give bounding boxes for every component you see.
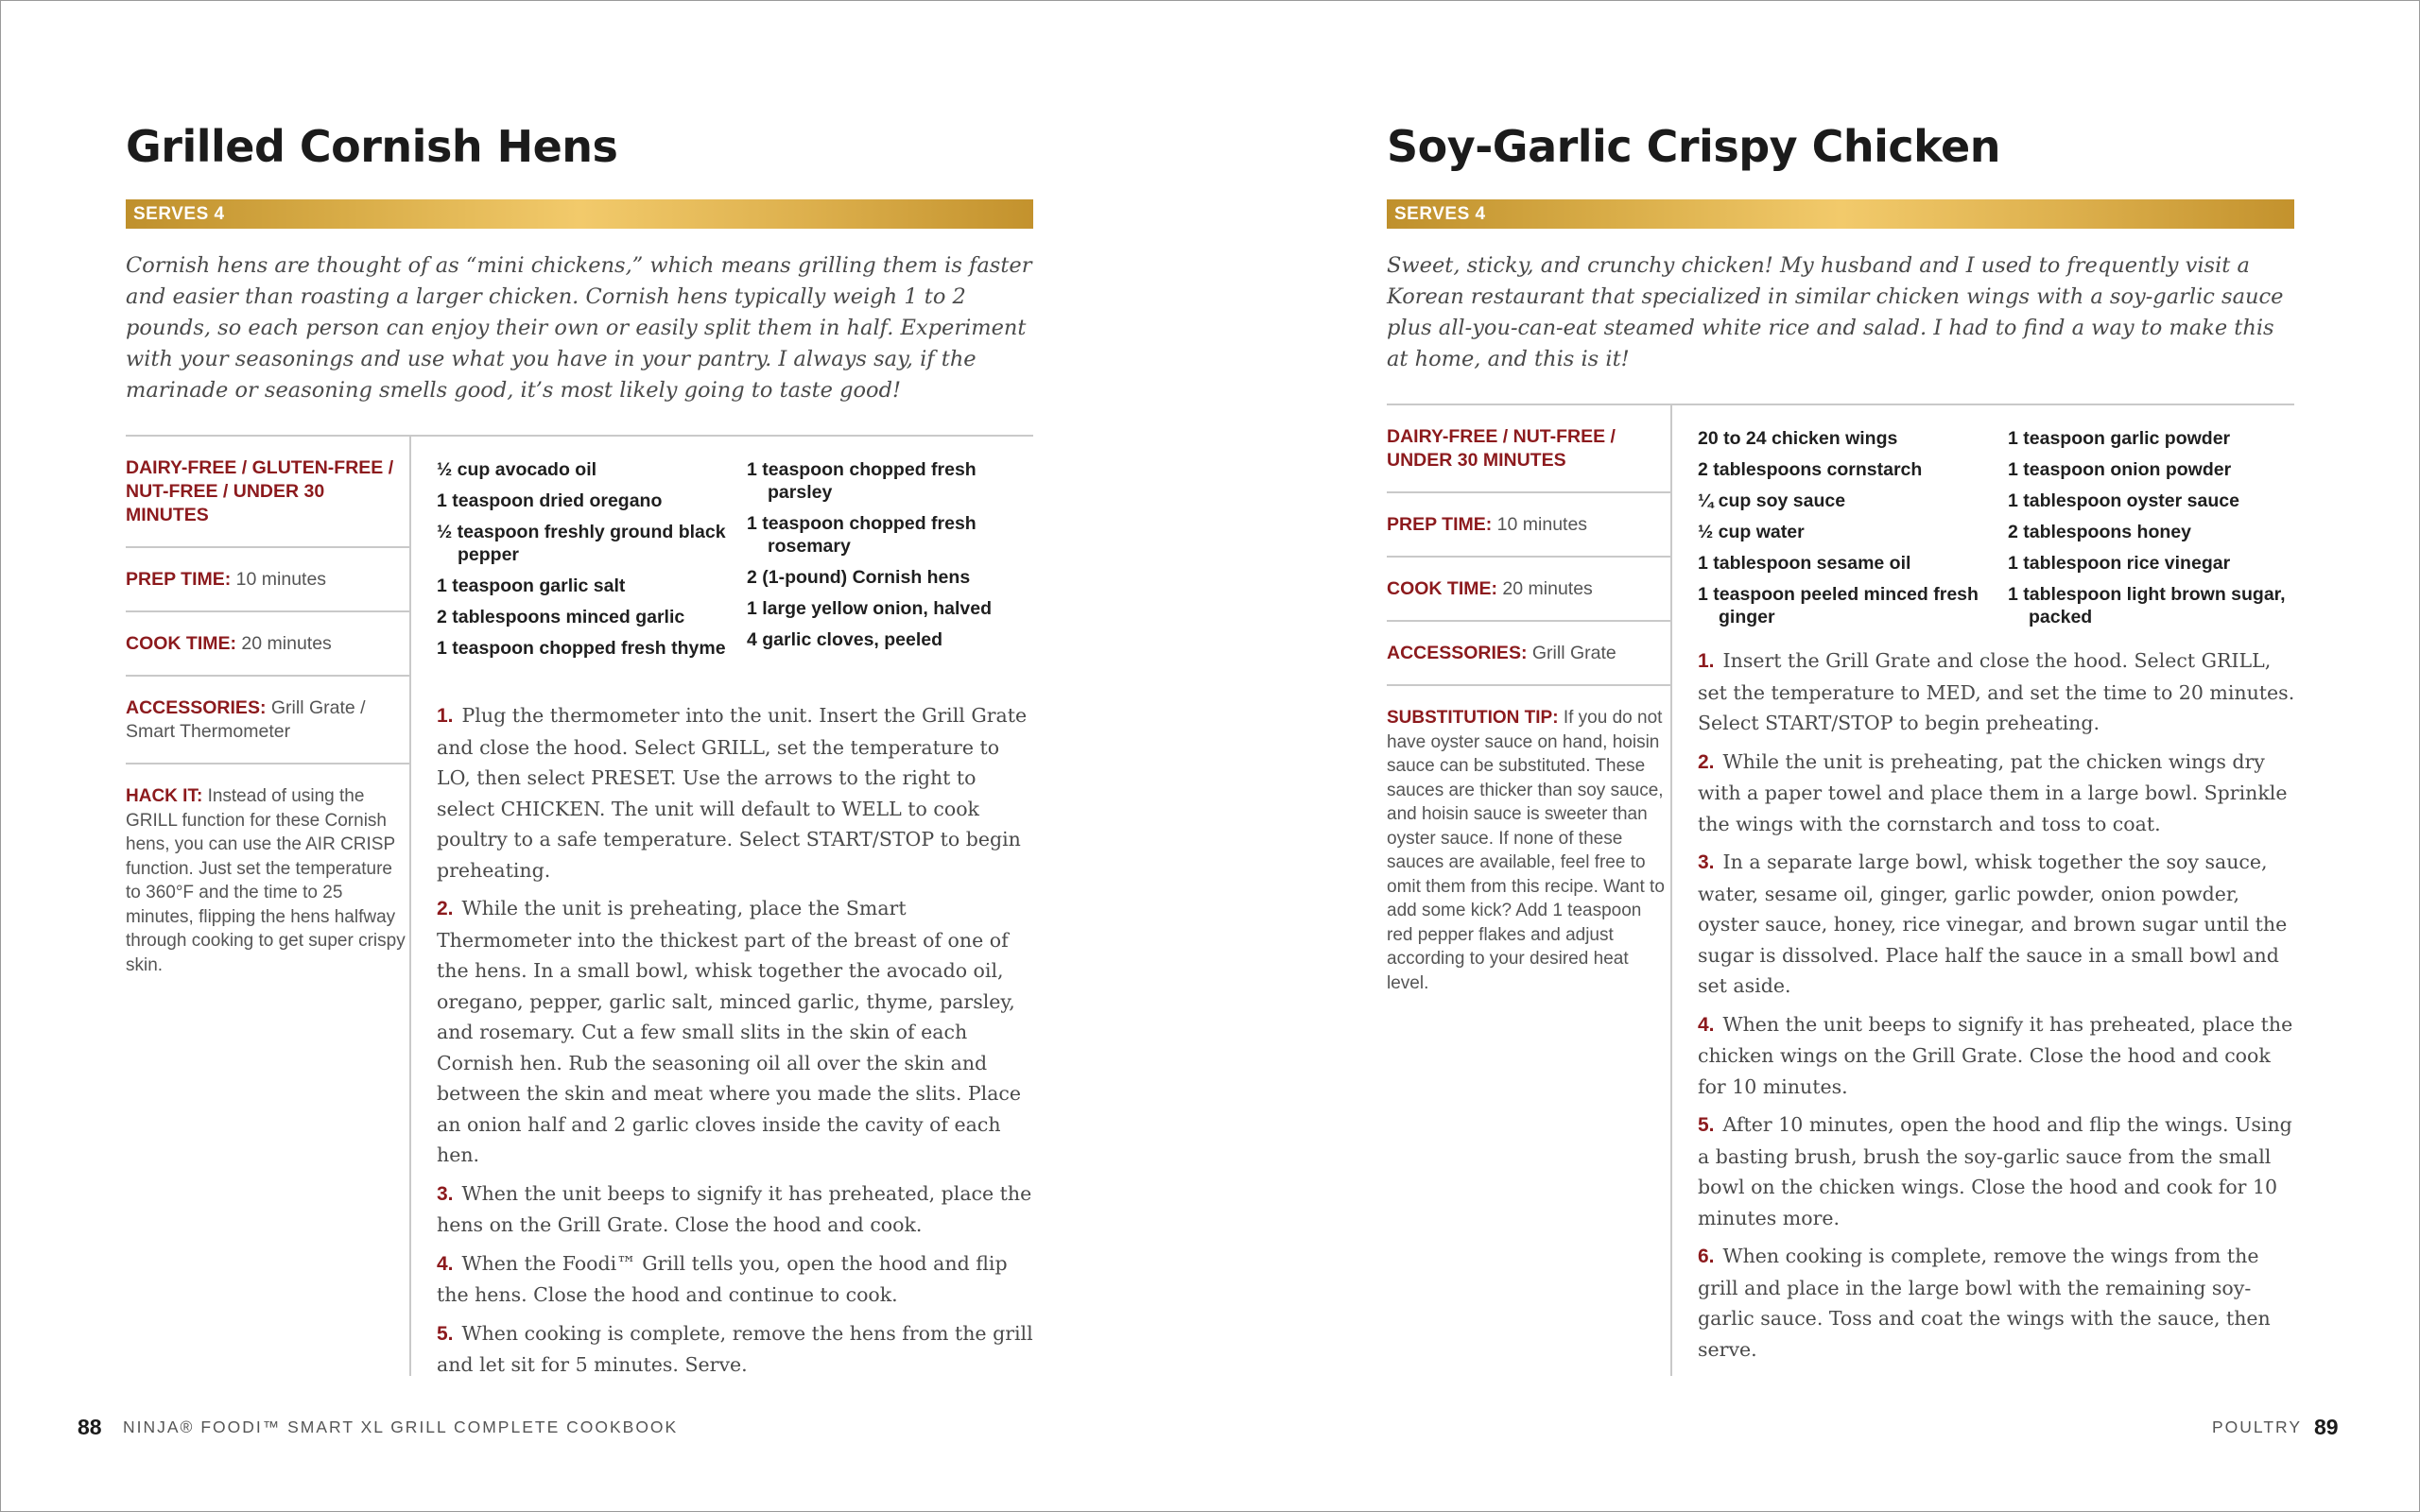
ingredient: 1 teaspoon chopped fresh rosemary [747,513,977,557]
serves-banner: SERVES 4 [1387,199,2294,229]
ingredient: 1 tablespoon oyster sauce [2008,490,2239,511]
step-text: When cooking is complete, remove the hens from the grill and let sit for 5 minutes. Serve. [437,1321,1033,1376]
step [1698,1009,2295,1103]
tip-note [126,765,409,996]
recipe-title: Grilled Cornish Hens [126,121,618,172]
ingredient: 2 tablespoons minced garlic [437,607,685,627]
tip-note [1387,686,1670,1014]
accessories-label: ACCESSORIES: [126,697,267,718]
step-number: 4. [437,1252,454,1275]
step-text: When the Foodi™ Grill tells you, open the hood and flip the hens. Close the hood and continue to cook. [437,1251,1008,1306]
step-text: In a separate large bowl, whisk together the soy sauce, water, sesame oil, ginger, garlic powder, onion powder, oyster sauce, honey, rice vinegar, and brown sugar until the sugar is dissolved. Place half the sauce in a small bowl and set aside. [1698,850,2288,997]
ingredient: ½ cup water [1698,522,1805,542]
diet-tags: DAIRY-FREE / GLUTEN-FREE / NUT-FREE / UNDER 30 MINUTES [126,437,409,548]
ingredient: 2 (1-pound) Cornish hens [747,567,971,588]
step-number: 3. [437,1182,454,1205]
step-text: When the unit beeps to signify it has preheated, place the chicken wings on the Grill Grate. Close the hood and cook for 10 minutes. [1698,1012,2293,1098]
instruction-steps [1698,645,2295,1372]
ingredient: 2 tablespoons cornstarch [1698,459,1923,480]
ingredient-column [2008,427,2295,637]
ingredient: ¼ cup soy sauce [1698,490,1846,511]
accessories-value: Grill Grate / Smart Thermometer [126,697,366,742]
cook-time-value: 20 minutes [1502,578,1593,599]
ingredient: 1 teaspoon garlic salt [437,576,626,596]
ingredient: 2 tablespoons honey [2008,522,2191,542]
step-number: 2. [437,898,454,919]
step-text: Plug the thermometer into the unit. Insert the Grill Grate and close the hood. Select GRILL, set the temperature to LO, then select PRESET. Use the arrows to the right to select CHICKEN. The unit will default to WELL to cook poultry to a safe temperature. Select START/STOP to begin preheating. [437,704,1028,882]
step-text: When the unit beeps to signify it has preheated, place the hens on the Grill Grate. Close the hood and cook. [437,1181,1032,1236]
ingredient: 1 teaspoon garlic powder [2008,428,2231,449]
instruction-steps [437,700,1034,1388]
prep-time-label: PREP TIME: [1387,514,1493,535]
ingredient-column [1698,427,2008,637]
ingredient: 4 garlic cloves, peeled [747,629,943,650]
prep-time [1387,493,1670,558]
prep-time-value: 10 minutes [235,569,327,590]
ingredient-column [747,458,1034,668]
column-divider [1670,404,1672,1376]
cook-time [126,612,409,677]
cook-time [1387,558,1670,622]
step-text: Insert the Grill Grate and close the hood. Select GRILL, set the temperature to MED, and set the time to 20 minutes. Select START/STOP to begin preheating. [1698,649,2295,734]
accessories [1387,622,1670,686]
ingredient: 1 teaspoon peeled minced fresh ginger [1698,584,1979,627]
accessories [126,677,409,765]
ingredient: 1 teaspoon dried oregano [437,490,663,511]
step-number: 5. [437,1322,454,1345]
step-number: 1. [437,705,454,727]
step-text: While the unit is preheating, place the Smart Thermometer into the thickest part of the breast of one of the hens. In a small bowl, whisk together the avocado oil, oregano, pepper, garlic salt, minced garlic, thyme, parsley, and rosemary. Cut a few small slits in the skin of each Cornish hen. Rub the seasoning oil all over the skin and between the skin and meat where you made the slits. Place an onion half and 2 garlic cloves inside the cavity of each hen. [437,897,1022,1166]
step-number: 3. [1698,851,1715,873]
step [1698,847,2295,1002]
page-number-right: 89 [2314,1415,2339,1439]
tip-label: HACK IT: [126,786,203,806]
step [1698,1241,2295,1365]
step-number: 5. [1698,1114,1715,1136]
page-number-left: 88 [78,1415,102,1439]
tip-text: Instead of using the GRILL function for these Cornish hens, you can use the AIR CRISP function. Just set the temperature to 360°F and the time to 25 minutes, flipping the hens halfway through cooking to get super crispy skin. [126,786,406,975]
accessories-label: ACCESSORIES: [1387,643,1528,663]
ingredient: ½ cup avocado oil [437,459,597,480]
ingredient: 1 teaspoon chopped fresh parsley [747,459,977,503]
ingredient: 1 teaspoon chopped fresh thyme [437,638,726,659]
step-text: While the unit is preheating, pat the chicken wings dry with a paper towel and place them in a large bowl. Sprinkle the wings with the cornstarch and toss to coat. [1698,749,2288,835]
diet-tags: DAIRY-FREE / NUT-FREE / UNDER 30 MINUTES [1387,405,1670,493]
ingredient-column [437,458,747,668]
cook-time-label: COOK TIME: [126,633,236,654]
step-number: 6. [1698,1246,1715,1267]
tip-text: If you do not have oyster sauce on hand, hoisin sauce can be substituted. These sauces are thicker than soy sauce, and hoisin sauce is sweeter than oyster sauce. If none of these sauces are available, feel free to omit them from this recipe. Want to add some kick? Add 1 teaspoon red pepper flakes and adjust according to your desired heat level. [1387,708,1665,993]
recipe-intro: Cornish hens are thought of as “mini chickens,” which means grilling them is faster and easier than roasting a larger chicken. Cornish hens typically weigh 1 to 2 pounds, so each person can enjoy their own or easily split them in half. Experiment with your seasonings and use what you have in your pantry. I always say, if the marinade or seasoning smells good, it’s most likely going to taste good! [126,253,1032,403]
ingredient-list [1698,427,2295,637]
ingredient: 1 tablespoon sesame oil [1698,553,1911,574]
step-text: After 10 minutes, open the hood and flip the wings. Using a basting brush, brush the soy-garlic sauce from the small bowl on the chicken wings. Close the hood and cook for 10 minutes more. [1698,1113,2292,1229]
tip-label: SUBSTITUTION TIP: [1387,708,1559,728]
ingredient: 1 large yellow onion, halved [747,598,992,619]
ingredient: 1 tablespoon light brown sugar, packed [2008,584,2286,627]
ingredient: 20 to 24 chicken wings [1698,428,1898,449]
step [1698,1109,2295,1233]
recipe-sidebar [126,437,409,996]
step [437,1318,1034,1381]
step-text: When cooking is complete, remove the wings from the grill and place in the large bowl with the remaining soy-garlic sauce. Toss and coat the wings with the sauce, then serve. [1698,1245,2271,1361]
footer-chapter-title: POULTRY [2212,1418,2303,1436]
cook-time-label: COOK TIME: [1387,578,1497,599]
recipe-intro: Sweet, sticky, and crunchy chicken! My husband and I used to frequently visit a Korean restaurant that specialized in similar chicken wings with a soy-garlic sauce plus all-you-can-eat steamed white rice and salad. I had to find a way to make this at home, and this is it! [1387,253,2284,371]
ingredient-list [437,458,1034,668]
step [1698,645,2295,739]
ingredient: 1 teaspoon onion powder [2008,459,2232,480]
step [437,1178,1034,1241]
accessories-value: Grill Grate [1531,643,1616,663]
serves-banner: SERVES 4 [126,199,1033,229]
step-number: 4. [1698,1013,1715,1036]
step-number: 1. [1698,650,1715,672]
step [1698,747,2295,840]
step [437,893,1034,1171]
recipe-title: Soy-Garlic Crispy Chicken [1387,121,2000,172]
step-number: 2. [1698,750,1715,773]
recipe-sidebar [1387,405,1670,1014]
step [437,700,1034,885]
prep-time-label: PREP TIME: [126,569,232,590]
ingredient: 1 tablespoon rice vinegar [2008,553,2231,574]
prep-time [126,548,409,612]
ingredient: ½ teaspoon freshly ground black pepper [437,522,726,565]
prep-time-value: 10 minutes [1496,514,1588,535]
footer-book-title: NINJA® FOODI™ SMART XL GRILL COMPLETE COOKBOOK [123,1418,679,1436]
cook-time-value: 20 minutes [241,633,332,654]
column-divider [409,436,411,1376]
step [437,1248,1034,1311]
